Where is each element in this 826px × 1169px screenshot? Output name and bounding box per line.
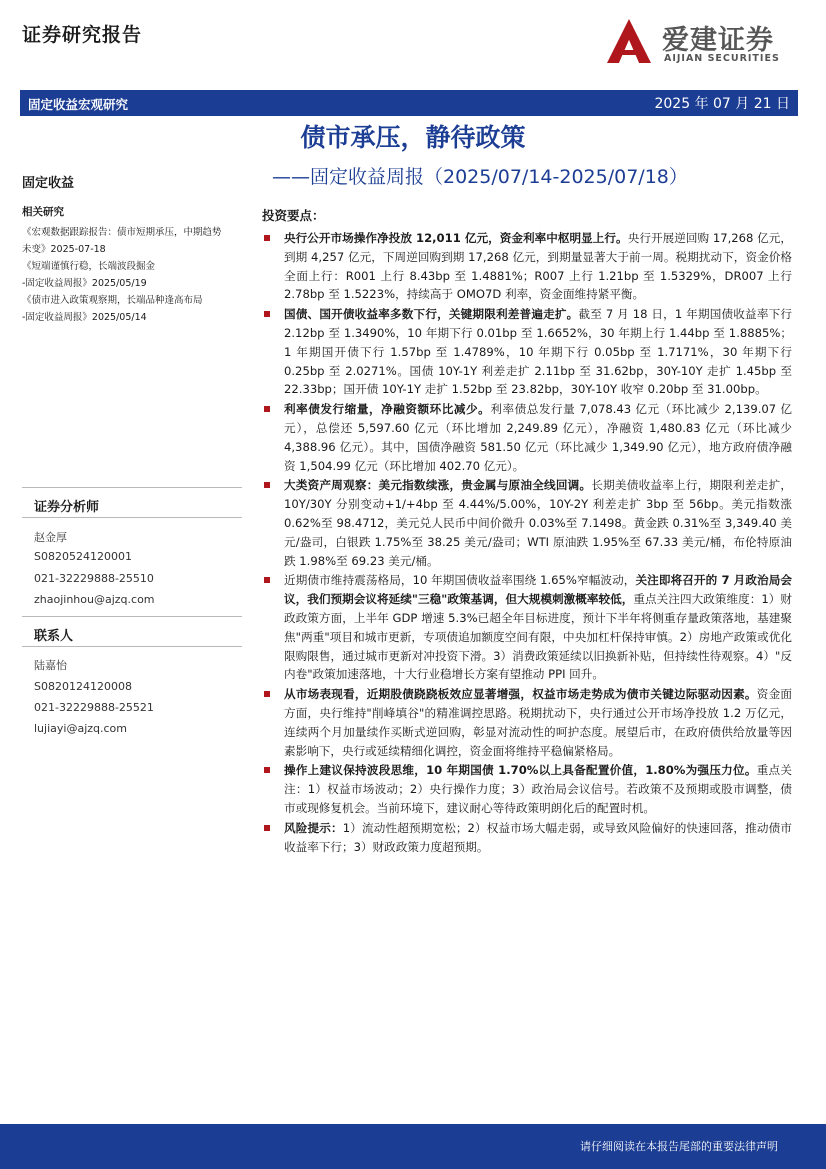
- related-item[interactable]: 《短端谨慎行稳，长端波段掘金: [22, 261, 156, 272]
- related-item[interactable]: 未变》2025-07-18: [22, 244, 106, 255]
- key-point-body: 1）流动性超预期宽松；2）权益市场大幅走弱，或导致风险偏好的快速回落，推动债市收益率下行；3）财政政策力度超预期。: [284, 820, 792, 854]
- report-date: 2025 年 07 月 21 日: [654, 96, 790, 112]
- analyst-email[interactable]: zhaojinhou@ajzq.com: [34, 593, 155, 606]
- report-type-label: 证券研究报告: [22, 24, 143, 46]
- bullet-square-icon: [264, 482, 270, 488]
- analyst-heading: 证券分析师: [34, 500, 100, 515]
- key-point-lead: 利率债发行缩量，净融资额环比减少。: [284, 402, 491, 417]
- key-point-body: 资金面方面，央行维持"削峰填谷"的精准调控思路。税期扰动下，央行通过公开市场净投放 1.2 万亿元，连续两个月加量续作买断式逆回购，彰显对流动性的呵护态度。展望后市，在政府债供给放量等因素影响下，央行或延续精细化调控，资金面将维持平稳偏紧格局。: [284, 687, 792, 758]
- key-point-lead: 大类资产周观察：美元指数续涨，贵金属与原油全线回调。: [284, 478, 592, 493]
- contact-phone: 021-32229888-25521: [34, 701, 154, 714]
- contact-certificate: S0820124120008: [34, 680, 132, 693]
- bullet-square-icon: [264, 235, 270, 241]
- investment-points: [262, 206, 792, 857]
- bullet-square-icon: [264, 577, 270, 583]
- related-item[interactable]: -固定收益周报》2025/05/14: [22, 312, 147, 323]
- divider: [22, 487, 242, 488]
- key-point-lead: 从市场表现看，近期股债跷跷板效应显著增强，权益市场走势成为债市关键边际驱动因素。: [284, 687, 757, 702]
- bullet-square-icon: [264, 691, 270, 697]
- key-point: [262, 476, 792, 570]
- bullet-square-icon: [264, 767, 270, 773]
- analyst-phone: 021-32229888-25510: [34, 572, 154, 585]
- bullet-square-icon: [264, 311, 270, 317]
- related-item[interactable]: 《宏观数据跟踪报告：债市短期承压，中期趋势: [22, 227, 222, 238]
- asset-category: 固定收益: [22, 176, 75, 191]
- key-point-body: 重点关注：1）权益市场波动；2）央行操作力度；3）政治局会议信号。若政策不及预期或股市调整，债市或现修复机会。当前环境下，建议耐心等待政策明朗化后的配置时机。: [284, 763, 792, 815]
- key-point-lead: 国债、国开债收益率多数下行，关键期限利差普遍走扩。: [284, 307, 579, 322]
- aijian-logo-icon: [606, 18, 652, 64]
- sidebar: [22, 204, 244, 735]
- key-point-body: 截至 7 月 18 日，1 年期国债收益率下行 2.12bp 至 1.3490%，10 年期下行 0.01bp 至 1.6652%，30 年期上行 1.44bp 至 1.8885%；1 年期国开债下行 1.57bp 至 1.4789%，10 年期下行 0.05bp 至 1.7171%，30 年期下行 0.25bp 至 2.0271%。国债 10Y-1Y 利差走扩 2.11bp 至 31.62bp，30Y-10Y 走扩 1.45bp 至 22.33bp；国开债 10Y-1Y 走扩 1.52bp 至 23.82bp，30Y-10Y 收窄 0.20bp 至 31.00bp。: [284, 307, 792, 397]
- key-point-body: 长期美债收益率上行，期限利差走扩，10Y/30Y 分别变动+1/+4bp 至 4.44%/5.00%，10Y-2Y 利差走扩 3bp 至 56bp。美元指数涨 0.62%至 98.4712，美元兑人民币中间价微升 0.03%至 7.1498。黄金跌 0.31%至 3,349.40 美元/盎司，白银跌 1.75%至 38.25 美元/盎司；WTI 原油跌 1.95%至 67.33 美元/桶，布伦特原油跌 1.98%至 69.23 美元/桶。: [284, 478, 792, 568]
- section-band: [20, 90, 798, 116]
- key-point-body: 央行开展逆回购 17,268 亿元，到期 4,257 亿元，下周逆回购到期 17,268 亿元，到期量显著大于前一周。税期扰动下，资金价格全面上行：R001 上行 8.43bp 至 1.4881%；R007 上行 1.21bp 至 1.5329%，DR007 上行 2.78bp 至 1.5223%，持续高于 OMO7D 利率，资金面维持紧平衡。: [284, 231, 792, 302]
- contact-heading: 联系人: [34, 629, 74, 644]
- research-category: 固定收益宏观研究: [28, 97, 129, 112]
- analyst-certificate: S0820524120001: [34, 550, 132, 563]
- key-point: [262, 819, 792, 857]
- key-point: [262, 761, 792, 817]
- key-point-lead: 风险提示：: [284, 820, 343, 835]
- divider: [22, 646, 242, 647]
- report-title: 债市承压，静待政策: [300, 123, 526, 152]
- key-point-lead: 央行公开市场操作净投放 12,011 亿元，资金利率中枢明显上行。: [284, 231, 628, 245]
- key-point-body: 重点关注四大政策维度：1）财政政策方面，上半年 GDP 增速 5.3%已超全年目标进度，预计下半年将侧重存量政策落地，基建聚焦"两重"项目和城市更新，专项债追加额度空间有限，中央加杠杆保持审慎。2）房地产政策或优化限购限售，通过城市更新对冲投资下滑。3）消费政策延续以旧换新补贴，但持续性待观察。4）"反内卷"政策加速落地，十大行业稳增长方案有望推动 PPI 回升。: [284, 592, 792, 682]
- contact-email[interactable]: lujiayi@ajzq.com: [34, 722, 127, 735]
- related-research-heading: 相关研究: [22, 206, 64, 218]
- divider: [22, 517, 242, 518]
- key-point: [262, 229, 792, 304]
- analyst-name: 赵金厚: [34, 531, 67, 544]
- report-subtitle: ——固定收益周报（2025/07/14-2025/07/18）: [272, 166, 688, 188]
- key-point-body: 利率债总发行量 7,078.43 亿元（环比减少 2,139.07 亿元），总偿还 5,597.60 亿元（环比增加 2,249.89 亿元），净融资 1,480.83 亿元（环比减少 4,388.96 亿元）。其中，国债净融资 581.50 亿元（环比减少 1,349.90 亿元），地方政府债净融资 1,504.99 亿元（环比增加 402.70 亿元）。: [284, 402, 792, 473]
- legal-notice-link[interactable]: 请仔细阅读在本报告尾部的重要法律声明: [580, 1140, 778, 1153]
- key-point: [262, 400, 792, 475]
- related-item[interactable]: 《债市进入政策观察期，长端品种逢高布局: [22, 295, 203, 306]
- key-point-lead: 操作上建议保持波段思维，10 年期国债 1.70%以上具备配置价值，1.80%为强压力位。: [284, 763, 757, 778]
- page-header: [20, 18, 806, 78]
- key-point: [262, 685, 792, 760]
- key-point: [262, 305, 792, 399]
- logo-chinese-name: 爱建证券: [662, 25, 774, 56]
- company-logo: [606, 18, 806, 68]
- key-point-intro: 近期债市维持震荡格局，10 年期国债收益率围绕 1.65%窄幅波动，: [284, 573, 636, 588]
- related-item[interactable]: -固定收益周报》2025/05/19: [22, 278, 147, 289]
- contact-name: 陆嘉怡: [34, 659, 67, 672]
- key-point-lead: 关注即将召开的 7 月政治局会议，我们预期会议将延续"三稳"政策基调，但大规模刺激概率较低，: [284, 573, 792, 607]
- bullet-square-icon: [264, 406, 270, 412]
- footer-band: [0, 1124, 826, 1169]
- bullet-square-icon: [264, 825, 270, 831]
- investment-points-heading: 投资要点：: [262, 208, 325, 223]
- divider: [22, 616, 242, 617]
- logo-english-name: AIJIAN SECURITIES: [664, 53, 780, 64]
- key-point: [262, 571, 792, 684]
